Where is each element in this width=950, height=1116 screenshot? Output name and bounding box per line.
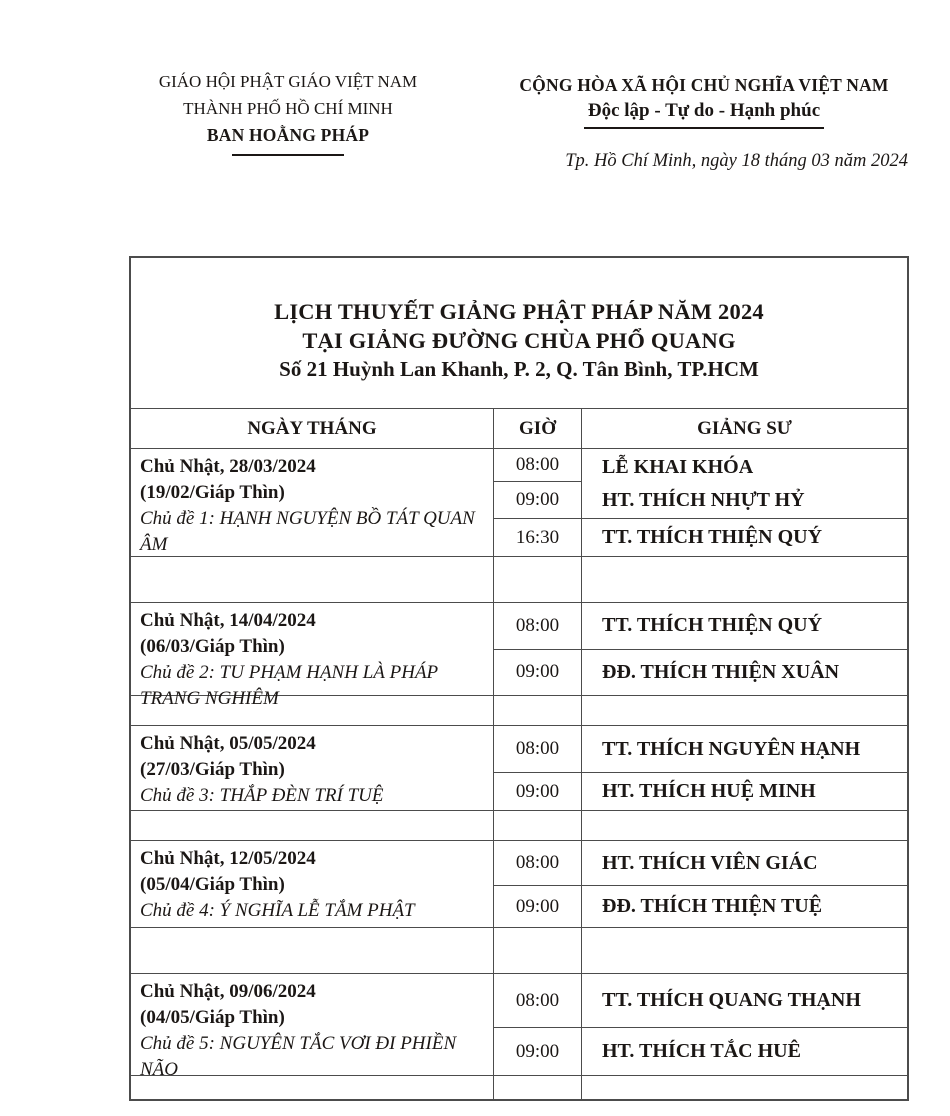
time-cell: 09:00 bbox=[494, 772, 581, 810]
document-date-line: Tp. Hồ Chí Minh, ngày 18 tháng 03 năm 2024 bbox=[565, 151, 908, 171]
org-name-line1: GIÁO HỘI PHẬT GIÁO VIỆT NAM bbox=[158, 72, 418, 91]
time-cell: 08:00 bbox=[515, 453, 560, 475]
date-cell bbox=[131, 726, 494, 810]
time-cell: 08:00 bbox=[515, 989, 560, 1011]
lunar-date: (04/05/Giáp Thìn) bbox=[140, 1007, 285, 1028]
date-text: Chủ Nhật, 28/03/2024 bbox=[140, 456, 316, 477]
time-cell: 09:00 bbox=[494, 885, 581, 927]
topic-text: Chủ đề 1: HẠNH NGUYỆN BỒ TÁT QUAN ÂM bbox=[140, 508, 475, 555]
org-department: BAN HOẰNG PHÁP bbox=[206, 125, 370, 145]
speaker-name: HT. THÍCH NHỰT HỶ bbox=[602, 488, 805, 511]
schedule-group bbox=[131, 602, 907, 709]
topic-text: Chủ đề 4: Ý NGHĨA LỄ TẮM PHẬT bbox=[140, 900, 415, 921]
date-text: Chủ Nhật, 09/06/2024 bbox=[140, 981, 316, 1002]
schedule-group bbox=[131, 725, 907, 810]
speaker-cell bbox=[582, 449, 907, 518]
spacer-row bbox=[131, 1075, 907, 1101]
time-cell: 08:00 bbox=[515, 852, 560, 874]
schedule-group bbox=[131, 448, 907, 556]
speaker-cell: HT. THÍCH VIÊN GIÁC bbox=[602, 851, 818, 874]
date-cell bbox=[131, 841, 494, 927]
date-text: Chủ Nhật, 12/05/2024 bbox=[140, 848, 316, 869]
date-cell bbox=[131, 603, 494, 709]
speaker-cell: HT. THÍCH HUỆ MINH bbox=[582, 772, 907, 810]
schedule-table bbox=[129, 256, 909, 1101]
speaker-cell: ĐĐ. THÍCH THIỆN TUỆ bbox=[582, 885, 907, 927]
org-header bbox=[138, 68, 438, 156]
spacer-row bbox=[131, 927, 907, 973]
date-cell bbox=[131, 974, 494, 1080]
org-name-line2: THÀNH PHỐ HỒ CHÍ MINH bbox=[183, 99, 393, 118]
lunar-date: (19/02/Giáp Thìn) bbox=[140, 482, 285, 503]
national-motto-line2: Độc lập - Tự do - Hạnh phúc bbox=[584, 98, 824, 129]
date-text: Chủ Nhật, 14/04/2024 bbox=[140, 610, 316, 631]
table-title-line3: Số 21 Huỳnh Lan Khanh, P. 2, Q. Tân Bình, TP.HCM bbox=[279, 357, 759, 381]
col-header-speaker: GIẢNG SƯ bbox=[697, 417, 792, 439]
lunar-date: (06/03/Giáp Thìn) bbox=[140, 636, 285, 657]
table-header-row bbox=[131, 408, 907, 448]
event-title: LỄ KHAI KHÓA bbox=[602, 456, 754, 479]
col-header-time: GIỜ bbox=[494, 409, 582, 448]
time-cell: 16:30 bbox=[494, 518, 581, 556]
table-title-line2: TẠI GIẢNG ĐƯỜNG CHÙA PHỔ QUANG bbox=[302, 328, 736, 353]
time-cell: 08:00 bbox=[515, 614, 560, 636]
speaker-cell: TT. THÍCH QUANG THẠNH bbox=[602, 989, 861, 1012]
speaker-cell: TT. THÍCH THIỆN QUÝ bbox=[602, 614, 823, 637]
spacer-row bbox=[131, 556, 907, 602]
col-header-date: NGÀY THÁNG bbox=[131, 409, 494, 448]
time-cell: 09:00 bbox=[494, 649, 581, 696]
date-cell bbox=[131, 449, 494, 556]
topic-text: Chủ đề 2: TU PHẠM HẠNH LÀ PHÁP TRANG NGHIÊM bbox=[140, 662, 438, 709]
national-header bbox=[498, 72, 910, 172]
speaker-cell: TT. THÍCH NGUYÊN HẠNH bbox=[602, 737, 861, 760]
lunar-date: (05/04/Giáp Thìn) bbox=[140, 874, 285, 895]
topic-text: Chủ đề 3: THẮP ĐÈN TRÍ TUỆ bbox=[140, 785, 384, 806]
speaker-cell: ĐĐ. THÍCH THIỆN XUÂN bbox=[582, 649, 907, 696]
table-title-block bbox=[131, 258, 907, 408]
national-motto-line1: CỘNG HÒA XÃ HỘI CHỦ NGHĨA VIỆT NAM bbox=[519, 75, 889, 95]
spacer-row bbox=[131, 695, 907, 725]
lunar-date: (27/03/Giáp Thìn) bbox=[140, 759, 285, 780]
time-cell: 09:00 bbox=[494, 1027, 581, 1075]
topic-text: Chủ đề 5: NGUYÊN TẮC VƠI ĐI PHIỀN NÃO bbox=[140, 1033, 457, 1080]
time-cell: 08:00 bbox=[515, 738, 560, 760]
spacer-row bbox=[131, 810, 907, 840]
speaker-cell: TT. THÍCH THIỆN QUÝ bbox=[582, 518, 907, 556]
schedule-group bbox=[131, 840, 907, 927]
schedule-group bbox=[131, 973, 907, 1080]
date-text: Chủ Nhật, 05/05/2024 bbox=[140, 733, 316, 754]
speaker-cell: HT. THÍCH TẮC HUÊ bbox=[582, 1027, 907, 1075]
table-title-line1: LỊCH THUYẾT GIẢNG PHẬT PHÁP NĂM 2024 bbox=[274, 299, 764, 324]
time-cell: 09:00 bbox=[494, 481, 581, 519]
org-underline bbox=[232, 154, 344, 156]
